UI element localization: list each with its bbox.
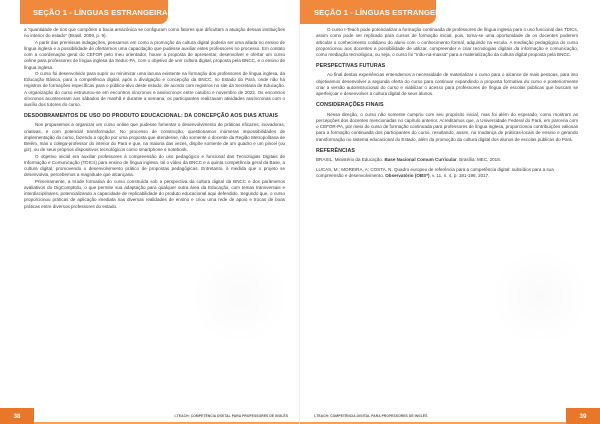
- section-heading: CONSIDERAÇÕES FINAIS: [316, 102, 384, 109]
- reference-item: [316, 167, 578, 180]
- reference-title: Observatório (OBS*): [385, 173, 430, 179]
- section-heading: DESDOBRAMENTOS DE USO DO PRODUTO EDUCACIONAL: DA CONCEPÇÃO AOS DIAS ATUAIS: [24, 113, 279, 120]
- left-content: [24, 27, 285, 397]
- reference-text: LUCAS, M.; MOREIRA, A; COSTA, N. Quadro europeu de referência para a competência digital: subsídios para a sua compreensão e desenvolvimento.: [316, 166, 554, 179]
- reference-item: [316, 157, 578, 163]
- section-tab: SEÇÃO 1 - LÍNGUAS ESTRANGEIRAS: [300, 0, 436, 24]
- page-number: 38: [0, 408, 34, 424]
- section-tab: SEÇÃO 1 - LÍNGUAS ESTRANGEIRAS: [20, 0, 168, 24]
- reference-text: BRASIL. Ministério da Educação.: [316, 157, 385, 163]
- paragraph: Ao final destas experiências entendemos a necessidade de materializar o curso para o alcance de mais pessoas, para isto objetivamos desenvolver a segunda oferta do curso para continuar expandindo a proposta formativa do curso e posteriormente criar a versão autoinstrucional do curso e viabilizar o acesso para professores de língua de escolas públicas que buscam se aperfeiçoar e desenvolver a cultura digital de seus alunos.: [316, 72, 578, 97]
- right-content: [316, 27, 578, 397]
- paragraph: A partir das premissas indagações, pensamos em como a promoção da cultura digital poderia ser uma aliada no ensino de língua inglesa e a possibilidade de ofertarmos uma capacitação que pudesse auxiliar estes professores no processo. Em contato com a coordenação geral do CEFOR pelo meu orientador, houve a proposta de apresentar, desenvolver e ofertar um curso online para professores de língua inglesa da Seduc-PA, com o objetivo de unir cultura digital, proposta pela BNCC, e o ensino de língua inglesa.: [24, 39, 285, 70]
- page-footer: [0, 408, 300, 424]
- paragraph: Nessa direção, o curso não somente cumpriu com seu propósito inicial, mas foi além do esperado, como mostram as percepções dos docentes mencionadas no capítulo anterior. Acreditamos que, a Universidade Federal do Pará, em parceria com o CEFOR-PA, por meio do curso de formação continuada para professores de língua inglesa, proporcionou contribuições valiosas para a formação continuada dos participantes do curso, resultando, assim, na mudança de práticas-locais de ensino e gerando transformação no sistema educacional do Estado, além da promoção da cultura digital dos alunos de escolas públicas do Pará.: [316, 111, 578, 142]
- paragraph: a "quantidade de rios que compõem a bacia amazônica se configuram como fatores que dificultam a atuação dessas instituições no interior do estado" (Brasil, 2009, p. 9).: [24, 27, 285, 39]
- paragraph: O objetivo inicial era auxiliar professores à compreensão do uso pedagógico e funcional das Tecnologias Digitais de Informação e Comunicação (TDICs) para ensino de língua inglesa, tal o vídeo da BNCC e a quinta competência geral da Base, a cultura digital, promovendo o desenvolvimento prático de propostas pedagógicas. Entretanto, à medida que o projeto se desenvolvia, percebemos a magnitude que alcançaria.: [24, 153, 285, 178]
- section-heading: PERSPECTIVAS FUTURAS: [316, 63, 386, 70]
- running-head: I-TEACH: COMPETÊNCIA DIGITAL PARA PROFESSORES DE INGLÊS: [314, 414, 428, 418]
- paragraph: Nos propusemos a organizar um curso online que pudesse fomentar o desenvolvimento de práticas eficazes, inovadoras, criativas, e com potencial transformador. No processo de construção, questionamos inúmeras impossibilidades de implementação do curso, fazendo a opção por uma proposta que atendesse, não somente o docente da Região Metropolitana de Belém, mas o colega-professor do interior do Pará e que, na maioria das vezes, dispõe somente de um quadro e um pincel (ou giz), ou de seus próprios dispositivos tecnológicos como smartphone e notebook.: [24, 122, 285, 153]
- right-page: [300, 0, 600, 424]
- reference-text: . Brasília: MEC, 2018.: [456, 157, 502, 163]
- running-head: I-TEACH: COMPETÊNCIA DIGITAL PARA PROFESSORES DE INGLÊS: [174, 414, 288, 418]
- paragraph: Primeiramente, a tríade formativa do curso construída sob a perspectiva da cultura digital da BNCC e dos parâmetros avaliativos do DigCompEdu, o que permite sua adaptação para qualquer outra área da Educação, com temas transversais e interdisciplinares, potencializando a capacidade de replicabilidade do produto educacional aqui defendido. Segundo que, o curso proporcionou práticas de aplicação imediata nas diversas realidades de ensino e criou uma rede de apoio e trocas de boas práticas entre diversos professores do estado.: [24, 178, 285, 209]
- paragraph: O curso I-Teach pode potencializar a formação continuada de professores de língua inglesa para o uso funcional das TDICs, assim como pode ser replicado para cursos de formação inicial, pois, torna-se uma oportunidade de os docentes poderem articular o conhecimento cotidiano do aluno com o conhecimento formal, adquirido na escola. A mediação pedagógica do curso proporcionou aos docentes a possibilidade de utilizar, compreender e criar tecnologias digitais da informação e comunicação, como mediação tecnológica, ou seja, o curso foi "mão-na-massa" para a materialização da cultura digital proposta pela BNCC.: [316, 27, 578, 57]
- section-heading: REFERÊNCIAS: [316, 147, 356, 154]
- paragraph: O curso foi desenvolvido para suprir ou minimizar uma lacuna existente na formação dos professores de língua inglesa, da Educação Básica, para a competência digital, após a divulgação e concepção da BNCC, no Estado do Pará, onde não há registros de formações específicas para o público-alvo deste estudo, de acordo com registros no site da Secretaria de Educação. A organização do curso estruturou-se em encontros síncronos e assíncronos entre outubro e novembro de 2022. Os encontros síncronos aconteceram aos sábados de manhã e durante a semana, os participantes realizavam atividades assíncronas com o auxílio dos tutores do curso.: [24, 70, 285, 107]
- reference-text: , v. 11, n. 4, p. 181-198, 2017.: [429, 173, 490, 179]
- reference-title: Base Nacional Comum Curricular: [384, 157, 457, 163]
- page-footer: [300, 408, 600, 424]
- page-number: 39: [566, 408, 600, 424]
